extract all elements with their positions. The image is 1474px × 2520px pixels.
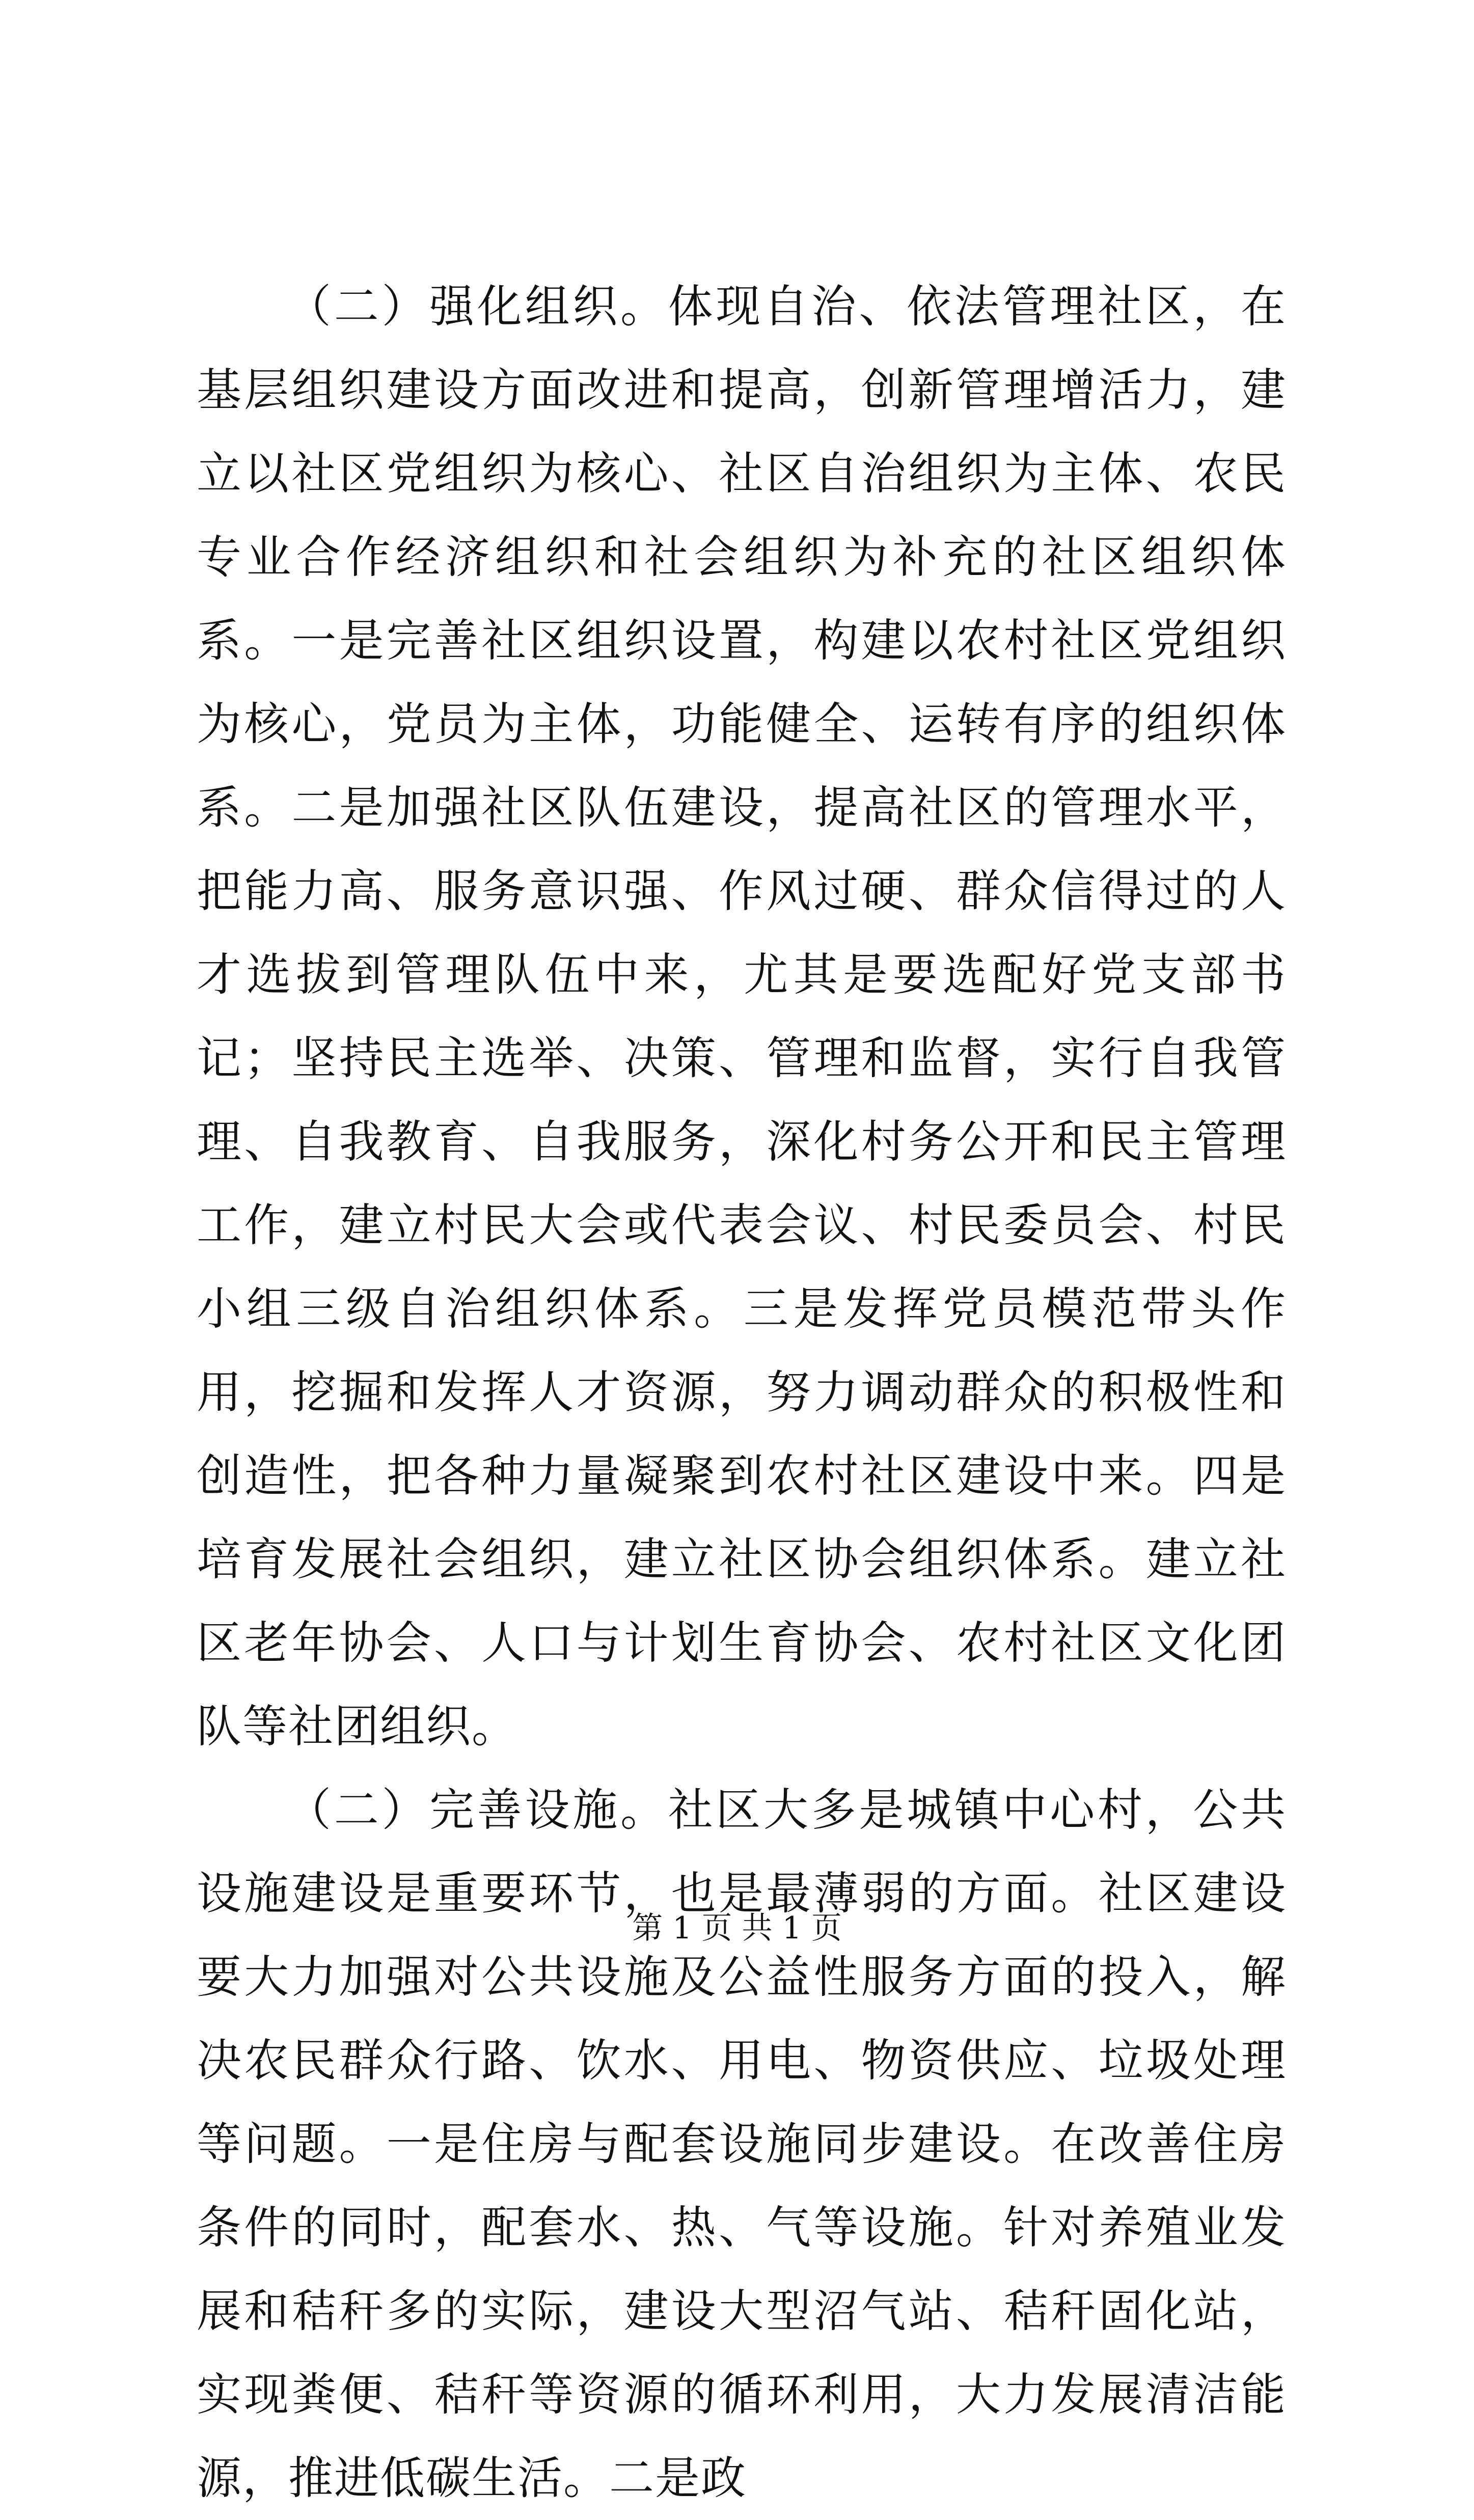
document-body — [197, 265, 1287, 2520]
paragraph-strengthen-organization: （二）强化组织。体现自治、依法管理社区，在基层组织建设方面改进和提高，创新管理增活力，建立以社区党组织为核心、社区自治组织为主体、农民专业合作经济组织和社会组织为补充的社区组织体系。一是完善社区组织设置，构建以农村社区党组织为核心，党员为主体，功能健全、运转有序的组织体系。二是加强社区队伍建设，提高社区的管理水平，把能力高、服务意识强、作风过硬、群众信得过的人才选拔到管理队伍中来，尤其是要选配好党支部书记；坚持民主选举、决策、管理和监督，实行自我管理、自我教育、自我服务，深化村务公开和民主管理工作，建立村民大会或代表会议、村民委员会、村民小组三级自治组织体系。三是发挥党员模范带头作用，挖掘和发挥人才资源，努力调动群众的积极性和创造性，把各种力量凝聚到农村社区建设中来。四是培育发展社会组织，建立社区协会组织体系。建立社区老年协会、人口与计划生育协会、农村社区文化团队等社团组织。 — [197, 280, 1287, 1752]
paragraph-improve-facilities: （二）完善设施。社区大多是城镇中心村，公共设施建设是重要环节，也是最薄弱的方面。社区建设要大力加强对公共设施及公益性服务方面的投入，解决农民群众行路、饮水、用电、物资供应、垃圾处理等问题。一是住房与配套设施同步建设。在改善住房条件的同时，配套水、热、气等设施。针对养殖业发展和秸秆多的实际，建设大型沼气站、秸秆固化站，实现粪便、秸秆等资源的循环利用，大力发展清洁能源，推进低碳生活。二是政 — [197, 1784, 1287, 2504]
page-footer: 第 1 页 共 1 页 — [632, 1910, 842, 1946]
